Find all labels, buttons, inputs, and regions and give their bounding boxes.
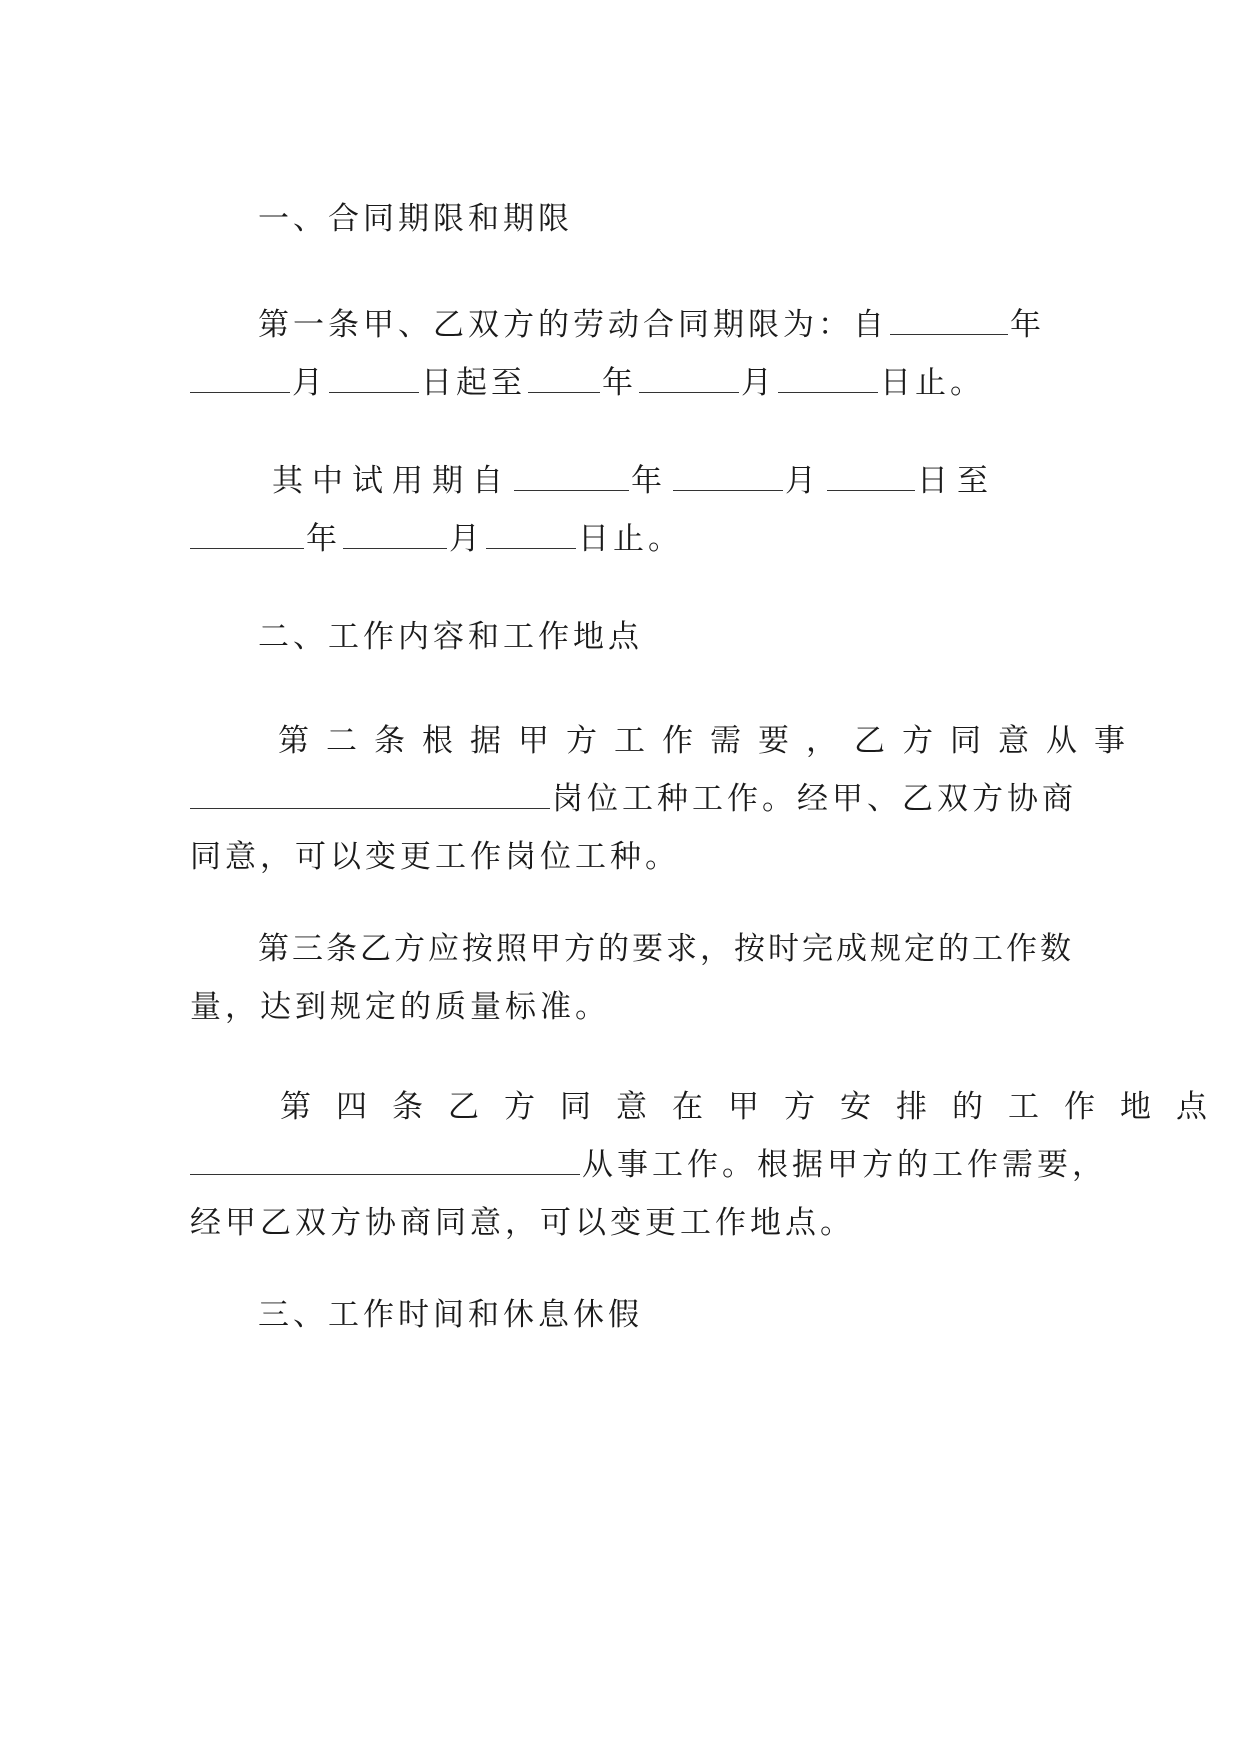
probation-line-1: 其中试用期自 年 月 日至 [190,452,1056,510]
article-3-line-1: 第三条乙方应按照甲方的要求，按时完成规定的工作数 [258,931,1074,967]
article-2-line-2: 岗位工种工作。经甲、乙双方协商 [190,770,1056,828]
article-1 [190,296,1056,412]
article-2 [190,712,1142,886]
blank-probation-start-day[interactable] [827,460,915,491]
article-1-line-1: 第一条甲、乙双方的劳动合同期限为：自 年 [190,296,1056,354]
probation-paragraph [190,452,1056,568]
blank-probation-end-year[interactable] [190,518,304,549]
blank-start-month[interactable] [190,362,290,393]
article-4-line-2: 从事工作。根据甲方的工作需要， [190,1136,1056,1194]
blank-work-location[interactable] [190,1144,580,1175]
blank-end-day[interactable] [778,362,878,393]
article-2-line-3: 同意，可以变更工作岗位工种。 [190,839,680,875]
article-1-line-2: 月 日起至 年 月 日止。 [190,354,1056,412]
blank-start-year[interactable] [890,304,1008,335]
blank-probation-start-month[interactable] [673,460,783,491]
blank-probation-end-day[interactable] [486,518,576,549]
blank-start-day[interactable] [329,362,419,393]
section-heading-3: 三、工作时间和休息休假 [258,1297,643,1333]
blank-end-year[interactable] [528,362,600,393]
article-4 [190,1078,1232,1252]
blank-job-position[interactable] [190,778,550,809]
section-heading-1: 一、合同期限和期限 [258,201,573,237]
section-heading-2: 二、工作内容和工作地点 [258,619,643,655]
article-4-line-3: 经甲乙双方协商同意，可以变更工作地点。 [190,1205,855,1241]
article-4-line-1: 第四条乙方同意在甲方安排的工作地点 [280,1089,1232,1125]
probation-line-2: 年 月 日止。 [190,510,1056,568]
blank-probation-start-year[interactable] [514,460,629,491]
article-3 [190,920,1074,1036]
blank-probation-end-month[interactable] [343,518,447,549]
blank-end-month[interactable] [639,362,739,393]
article-3-line-2: 量，达到规定的质量标准。 [190,989,610,1025]
article-2-line-1: 第二条根据甲方工作需要，乙方同意从事 [278,723,1142,759]
